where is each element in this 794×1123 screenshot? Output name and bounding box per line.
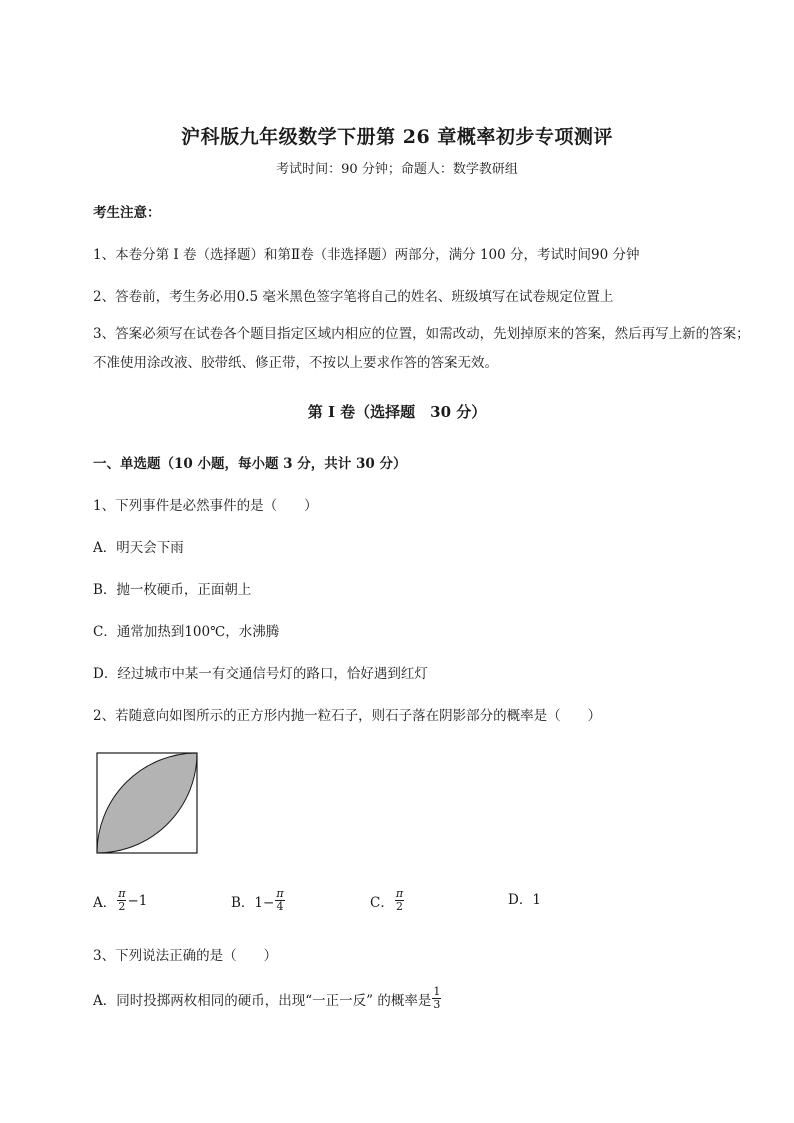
fraction: $\frac{1}{3}$: [433, 985, 441, 1011]
fraction: $\frac{\pi}{4}$: [276, 887, 284, 913]
question-1-stem: 1、下列事件是必然事件的是（ ）: [93, 498, 318, 514]
question-2-option-b: B．1− $\frac{\pi}{4}$: [231, 887, 284, 913]
question-1-option-a: A．明天会下雨: [93, 540, 184, 556]
question-2-stem: 2、若随意向如图所示的正方形内抛一粒石子，则石子落在阴影部分的概率是（ ）: [93, 708, 602, 724]
question-1-option-b: B．抛一枚硬币，正面朝上: [93, 582, 252, 598]
notice-heading: 考生注意：: [93, 205, 161, 221]
question-2-option-a: A． $\frac{\pi}{2}$ −1: [93, 887, 148, 913]
question-3-stem: 3、下列说法正确的是（ ）: [93, 948, 278, 964]
fraction: $\frac{\pi}{2}$: [395, 887, 404, 913]
question-1-option-c: C．通常加热到100℃，水沸腾: [93, 624, 280, 640]
notice-item-1: 1、本卷分第 I 卷（选择题）和第Ⅱ卷（非选择题）两部分，满分 100 分，考试时间90 分钟: [93, 247, 640, 263]
part-heading: 一、单选题（10 小题，每小题 3 分，共计 30 分）: [93, 456, 407, 472]
question-3-option-a: A．同时投掷两枚相同的硬币，出现“一正一反” 的概率是 $\frac{1}{3}$: [93, 985, 441, 1011]
fraction: $\frac{\pi}{2}$: [118, 887, 126, 913]
notice-item-3: 3、答案必须写在试卷各个题目指定区域内相应的位置，如需改动，先划掉原来的答案，然后再写上新的答案；不准使用涂改液、胶带纸、修正带，不按以上要求作答的答案无效。: [93, 326, 750, 371]
section-title: 第 I 卷（选择题 30 分）: [307, 403, 487, 421]
square-leaf-figure: [96, 752, 198, 854]
shaded-leaf: [97, 753, 197, 853]
page-subtitle: 考试时间：90 分钟；命题人：数学教研组: [276, 162, 518, 177]
notice-item-2: 2、答卷前，考生务必用0.5 毫米黑色签字笔将自己的姓名、班级填写在试卷规定位置上: [93, 289, 614, 305]
question-2-option-d: D．1: [508, 892, 541, 908]
question-2-option-c: C． $\frac{\pi}{2}$: [370, 887, 404, 913]
page-title: 沪科版九年级数学下册第 26 章概率初步专项测评: [181, 126, 613, 148]
question-1-option-d: D．经过城市中某一有交通信号灯的路口，恰好遇到红灯: [93, 666, 428, 682]
